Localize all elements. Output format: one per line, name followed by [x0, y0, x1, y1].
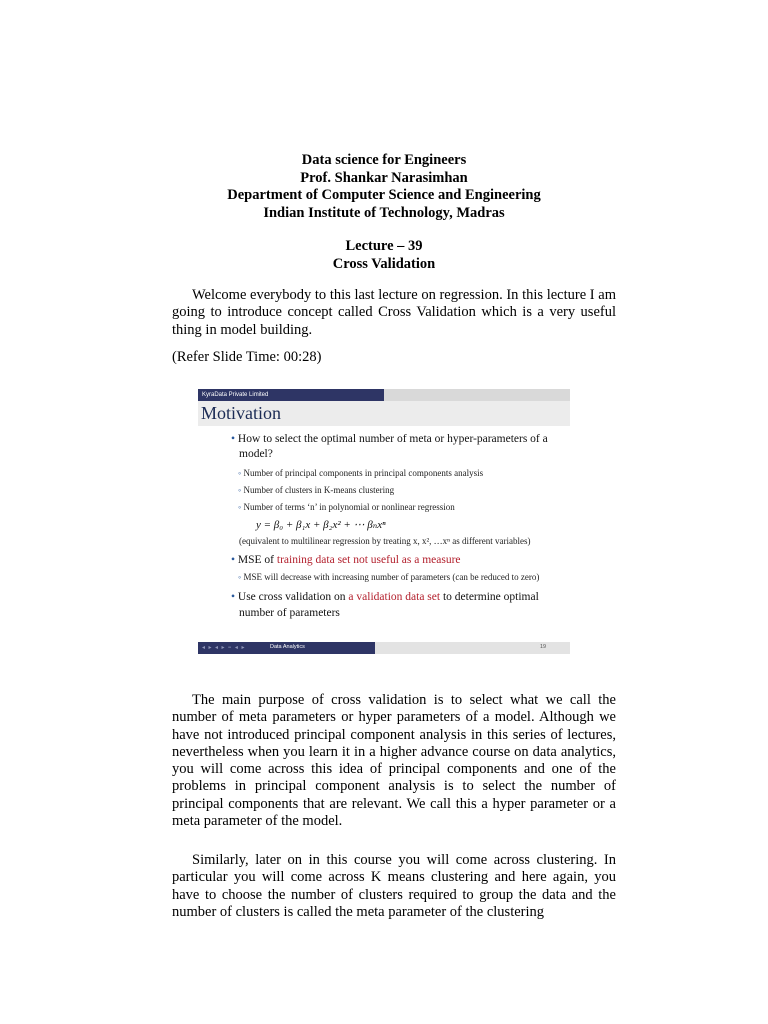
paragraph-clustering: Similarly, later on in this course you will come across clustering. In particular you will come across K means clustering and here again, you have to choose the number of clusters required to group the data and the number of clusters is called the meta parameter of the clustering	[172, 852, 616, 920]
lecture-slide-image	[198, 389, 570, 654]
sub-bullet-icon: ◦	[238, 502, 242, 512]
sub-bullet-icon: ◦	[238, 572, 242, 582]
sub-bullet-icon: ◦	[238, 468, 242, 478]
slide-nav-icons: ◂ ▸ ◂ ▸ ≡ ◂ ▸	[202, 645, 246, 651]
slide-subbullet-1: ◦ Number of principal components in principal components analysis	[238, 468, 484, 478]
bullet-dot-icon: •	[231, 433, 236, 445]
department-name: Department of Computer Science and Engineering	[227, 187, 541, 203]
bullet-dot-icon: •	[231, 554, 236, 566]
slide-bullet-2: • MSE of training data set not useful as a measure	[231, 554, 461, 566]
slide-subbullet-2: ◦ Number of clusters in K-means clustering	[238, 485, 395, 495]
slide-subbullet-4: ◦ MSE will decrease with increasing number of parameters (can be reduced to zero)	[238, 572, 540, 582]
slide-brand: KyraData Private Limited	[202, 392, 269, 398]
course-title: Data science for Engineers	[301, 152, 467, 168]
sub-bullet-icon: ◦	[238, 485, 242, 495]
slide-subbullet-3: ◦ Number of terms ‘n’ in polynomial or nonlinear regression	[238, 502, 455, 512]
slide-bullet-1-cont: model?	[239, 448, 273, 460]
bullet-dot-icon: •	[231, 591, 236, 603]
paragraph-main-purpose: The main purpose of cross validation is to select what we call the number of meta parameters or hyper parameters of a model. Although we have not introduced principal component analysis in this series of lectures, nevertheless when you learn it in a higher advance course on data analytics, you will come across this idea of principal components and one of the problems in principal component analysis is to select the number of principal components that are relevant. We call this a hyper parameter or a meta parameter of the model.	[172, 692, 616, 830]
lecture-number: Lecture – 39	[345, 238, 423, 254]
formula-note: (equivalent to multilinear regression by treating x, x², …xⁿ as different variables)	[239, 536, 531, 546]
institute-name: Indian Institute of Technology, Madras	[263, 204, 505, 221]
slide-bullet-1: • How to select the optimal number of meta or hyper-parameters of a	[231, 433, 548, 445]
professor-name: Prof. Shankar Narasimhan	[300, 169, 468, 186]
slide-number: 19	[540, 644, 547, 650]
polynomial-formula: y = β₀ + β₁x + β₂x² + ⋯ βₙxⁿ	[256, 519, 386, 531]
intro-paragraph: Welcome everybody to this last lecture on regression. In this lecture I am going to introduce concept called Cross Validation which is a very useful thing in model building.	[172, 287, 616, 338]
slide-title: Motivation	[201, 403, 281, 423]
lecture-topic: Cross Validation	[332, 255, 436, 272]
lecture-header	[172, 152, 596, 273]
refer-slide-time: (Refer Slide Time: 00:28)	[172, 349, 322, 365]
slide-bullet-3-cont: number of parameters	[239, 607, 340, 619]
slide-footer-label: Data Analytics	[270, 644, 305, 650]
slide-bullet-3: • Use cross validation on a validation data set to determine optimal	[231, 591, 539, 603]
